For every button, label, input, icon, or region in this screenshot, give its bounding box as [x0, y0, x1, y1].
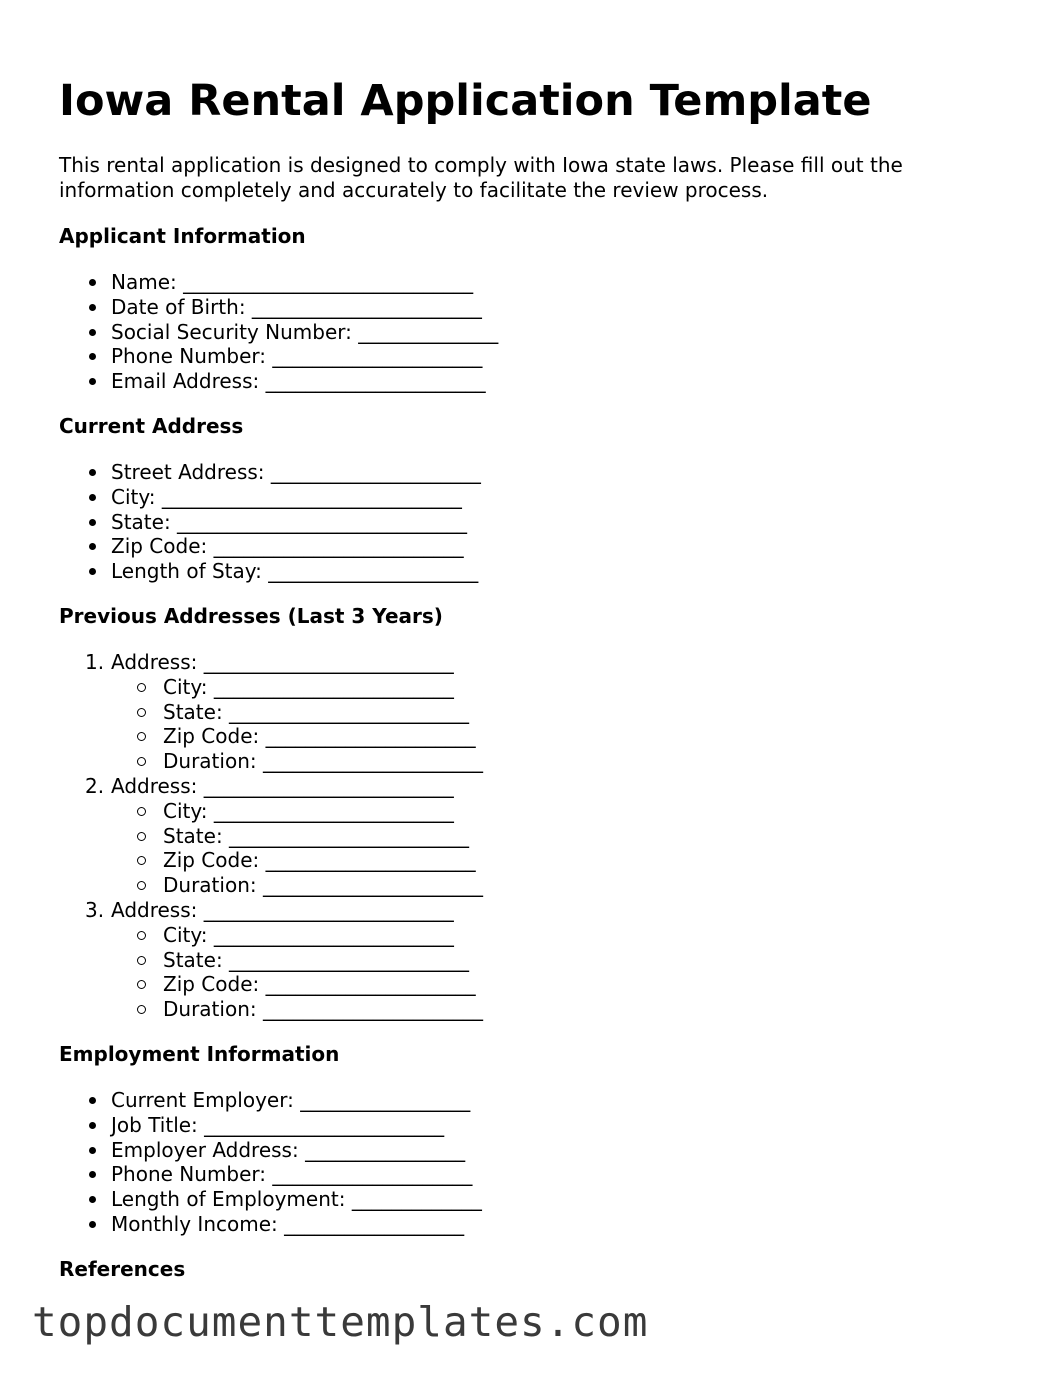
current-zip-field[interactable]: Zip Code: _________________________ — [59, 534, 481, 559]
previous-state-field[interactable]: State: ________________________ — [111, 948, 483, 973]
list-number: 1. — [85, 650, 105, 674]
employment-heading: Employment Information — [59, 1042, 340, 1066]
previous-address-field[interactable]: Address: _________________________ — [111, 650, 454, 674]
intro-text: This rental application is designed to comply with Iowa state laws. Please fill out the information completely and accurately to facilitate the review process. — [59, 153, 903, 202]
employment-length-field[interactable]: Length of Employment: _____________ — [59, 1187, 482, 1212]
current-state-field[interactable]: State: _____________________________ — [59, 510, 481, 535]
previous-city-field[interactable]: City: ________________________ — [111, 799, 483, 824]
current-city-field[interactable]: City: ______________________________ — [59, 485, 481, 510]
previous-addresses-heading: Previous Addresses (Last 3 Years) — [59, 604, 443, 628]
previous-duration-field[interactable]: Duration: ______________________ — [111, 873, 483, 898]
list-number: 3. — [85, 897, 105, 922]
previous-address-entry — [59, 898, 483, 1022]
previous-duration-field[interactable]: Duration: ______________________ — [111, 997, 483, 1022]
list-number: 2. — [85, 773, 105, 798]
previous-zip-field[interactable]: Zip Code: _____________________ — [111, 724, 483, 749]
monthly-income-field[interactable]: Monthly Income: __________________ — [59, 1212, 482, 1237]
current-address-fields — [59, 460, 481, 584]
previous-city-field[interactable]: City: ________________________ — [111, 675, 483, 700]
applicant-heading: Applicant Information — [59, 224, 306, 248]
previous-state-field[interactable]: State: ________________________ — [111, 824, 483, 849]
previous-address-entry — [59, 650, 483, 774]
applicant-dob-field[interactable]: Date of Birth: _______________________ — [59, 295, 498, 320]
previous-address-field[interactable]: Address: _________________________ — [111, 773, 454, 798]
employment-fields — [59, 1088, 482, 1237]
previous-city-field[interactable]: City: ________________________ — [111, 923, 483, 948]
current-length-field[interactable]: Length of Stay: _____________________ — [59, 559, 481, 584]
applicant-ssn-field[interactable]: Social Security Number: ______________ — [59, 320, 498, 345]
applicant-email-field[interactable]: Email Address: ______________________ — [59, 369, 498, 394]
previous-address-field[interactable]: Address: _________________________ — [111, 897, 454, 922]
previous-zip-field[interactable]: Zip Code: _____________________ — [111, 972, 483, 997]
employer-address-field[interactable]: Employer Address: ________________ — [59, 1138, 482, 1163]
watermark-text: topdocumenttemplates.com — [32, 1298, 649, 1346]
previous-duration-field[interactable]: Duration: ______________________ — [111, 749, 483, 774]
job-title-field[interactable]: Job Title: ________________________ — [59, 1113, 482, 1138]
applicant-phone-field[interactable]: Phone Number: _____________________ — [59, 344, 498, 369]
references-heading: References — [59, 1257, 186, 1281]
employer-field[interactable]: Current Employer: _________________ — [59, 1088, 482, 1113]
previous-zip-field[interactable]: Zip Code: _____________________ — [111, 848, 483, 873]
employer-phone-field[interactable]: Phone Number: ____________________ — [59, 1162, 482, 1187]
current-address-heading: Current Address — [59, 414, 244, 438]
applicant-name-field[interactable]: Name: _____________________________ — [59, 270, 498, 295]
current-street-field[interactable]: Street Address: _____________________ — [59, 460, 481, 485]
page-title: Iowa Rental Application Template — [59, 76, 872, 126]
applicant-fields — [59, 270, 498, 394]
previous-address-details — [111, 923, 483, 1022]
previous-state-field[interactable]: State: ________________________ — [111, 700, 483, 725]
previous-address-details — [111, 675, 483, 774]
previous-address-details — [111, 799, 483, 898]
previous-addresses-list — [59, 650, 483, 1022]
previous-address-entry — [59, 774, 483, 898]
